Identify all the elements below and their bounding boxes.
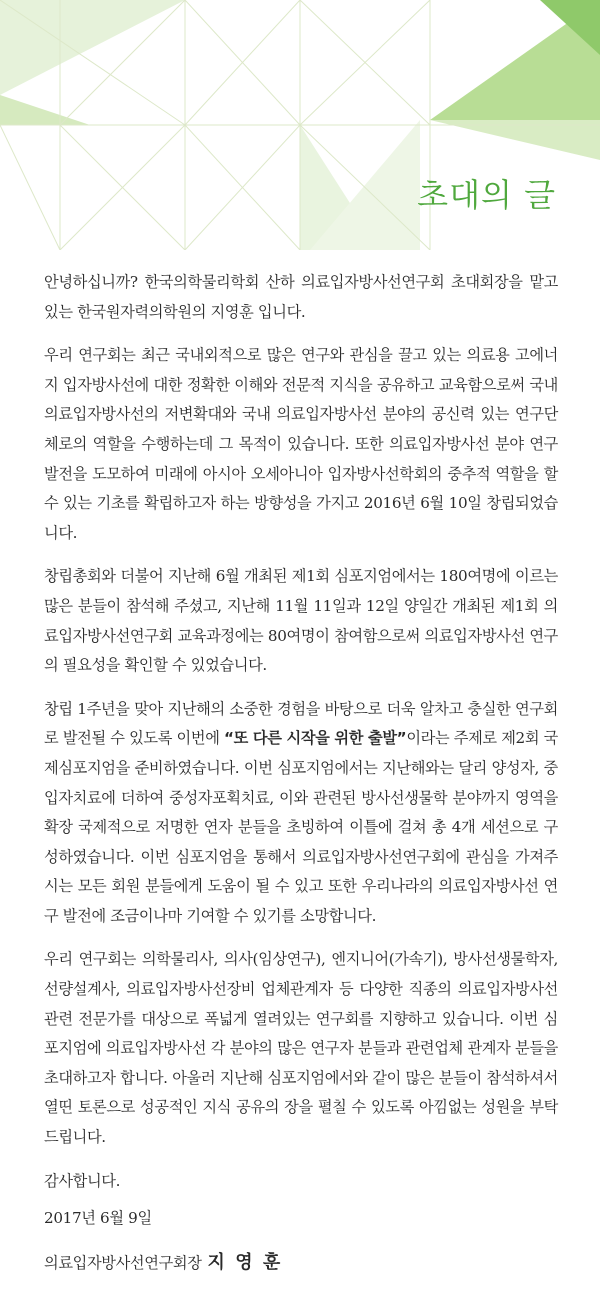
signature [44, 1248, 558, 1279]
signature-role: 의료입자방사선연구회장 [44, 1253, 202, 1272]
page-title: 초대의 글 [417, 176, 556, 214]
symposium-theme: “또 다른 시작을 위한 출발” [224, 729, 407, 748]
triangle-shape [0, 0, 185, 95]
triangle-shape [430, 120, 600, 160]
triangle-shape [0, 95, 90, 125]
paragraph-history: 창립총회와 더불어 지난해 6월 개최된 제1회 심포지엄에서는 180여명에 이르는 많은 분들이 참석해 주셨고, 지난해 11월 11일과 12일 양일간 개최된 제1회 의료입자방사선연구회 교육과정에는 80여명이 참여함으로써 의료입자방사선 연구의 필요성을 확인할 수 있었습니다. [44, 567, 558, 675]
paragraph-intro: 안녕하십니까? 한국의학물리학회 산하 의료입자방사선연구회 초대회장을 맡고 있는 한국원자력의학원의 지영훈 입니다. [44, 273, 558, 321]
closing-text: 감사합니다. [44, 1171, 121, 1190]
signature-date: 2017년 6월 9일 [44, 1209, 152, 1228]
header-decoration [0, 0, 600, 250]
signature-name: 지 영 훈 [207, 1251, 283, 1273]
paragraph-text: 이라는 주제로 제2회 국제심포지엄을 준비하였습니다. 이번 심포지엄에서는 지난해와는 달리 양성자, 중입자치료에 더하여 중성자포획치료, 이와 관련된 방사선생물학 분야까지 영역을 확장 국제적으로 저명한 연자 분들을 초빙하여 이틀에 걸쳐 총 4개 세션으로 구성하였습니다. 이번 심포지엄을 통해서 의료입자방사선연구회에 관심을 가져주시는 모든 회원 분들에게 도움이 될 수 있고 또한 우리나라의 의료입자방사선 연구 발전에 조금이나마 기여할 수 있기를 소망합니다. [44, 729, 558, 925]
paragraph-symposium [44, 695, 558, 932]
letter-body [44, 268, 558, 1292]
paragraph-invitation: 우리 연구회는 의학물리사, 의사(임상연구), 엔지니어(가속기), 방사선생물학자, 선량설계사, 의료입자방사선장비 업체관계자 등 다양한 직종의 의료입자방사선 관련 전문가를 대상으로 폭넓게 열려있는 연구회를 지향하고 있습니다. 이번 심포지엄에 의료입자방사선 각 분야의 많은 연구자 분들과 관련업체 관계자 분들을 초대하고자 합니다. 아울러 지난해 심포지엄에서와 같이 많은 분들이 참석하셔서 열띤 토론으로 성공적인 지식 공유의 장을 펼칠 수 있도록 아낌없는 성원을 부탁드립니다. [44, 950, 558, 1147]
paragraph-purpose: 우리 연구회는 최근 국내외적으로 많은 연구와 관심을 끌고 있는 의료용 고에너지 입자방사선에 대한 정확한 이해와 전문적 지식을 공유하고 교육함으로써 국내 의료입자방사선의 저변확대와 국내 의료입자방사선 분야의 공신력 있는 연구단체로의 역할을 수행하는데 그 목적이 있습니다. 또한 의료입자방사선 분야 연구발전을 도모하여 미래에 아시아 오세아니아 입자방사선학회의 중추적 역할을 할 수 있는 기초를 확립하고자 하는 방향성을 가지고 2016년 6월 10일 창립되었습니다. [44, 346, 558, 542]
paragraph-text: 창립 1주년을 맞아 지난해의 소중한 경험을 바탕으로 더욱 알차고 충실한 연구회로 발전될 수 있도록 이번에 [44, 699, 558, 748]
